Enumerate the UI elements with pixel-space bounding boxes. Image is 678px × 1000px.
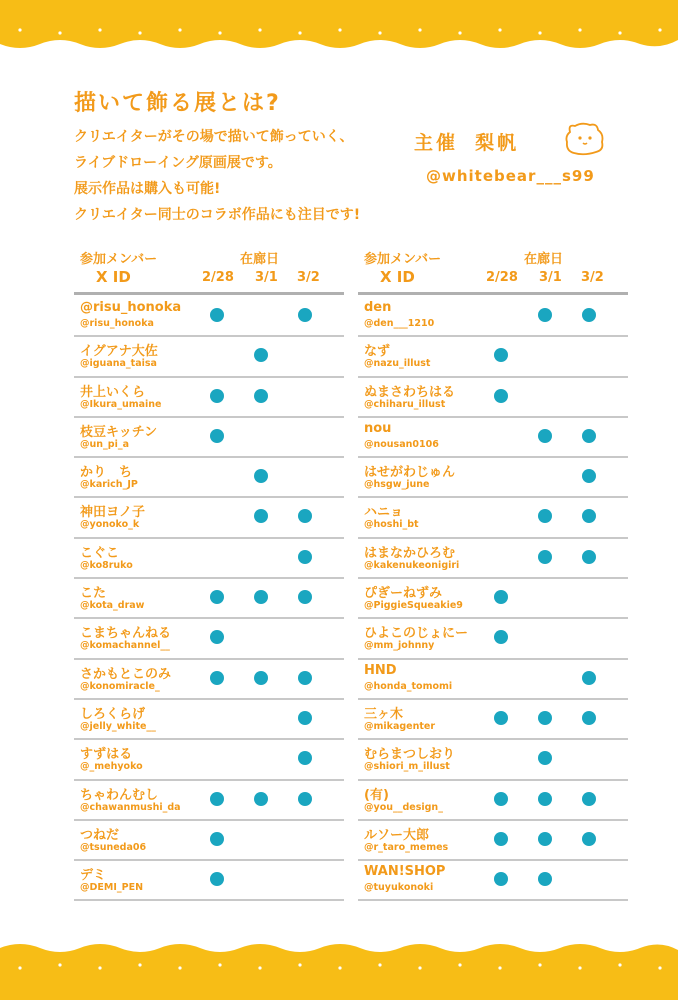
member-name: ルソー大郎 — [364, 827, 430, 843]
member-name: HND — [364, 662, 397, 678]
attendance-dot — [254, 590, 268, 604]
header-divider — [74, 292, 344, 295]
member-row — [358, 660, 628, 700]
attendance-dot — [494, 389, 508, 403]
member-row — [74, 740, 344, 780]
attendance-dot — [538, 550, 552, 564]
day-3-2: 3/2 — [581, 270, 604, 285]
attendance-dot — [494, 792, 508, 806]
member-handle: @un_pi_a — [80, 438, 129, 450]
organizer-label: 主催 — [414, 132, 459, 154]
member-row — [74, 821, 344, 861]
member-name: はせがわじゅん — [364, 465, 456, 481]
days-label: 在廊日 — [524, 252, 564, 267]
member-row — [74, 619, 344, 659]
day-3-1: 3/1 — [255, 270, 278, 285]
attendance-dot — [582, 550, 596, 564]
member-row — [358, 458, 628, 498]
member-name: @risu_honoka — [80, 300, 182, 315]
attendance-dot — [494, 348, 508, 362]
member-name: なず — [364, 344, 391, 360]
attendance-dot — [298, 792, 312, 806]
attendance-dot — [582, 429, 596, 443]
attendance-dot — [298, 308, 312, 322]
member-handle: @den___1210 — [364, 318, 435, 329]
top-wavy-banner — [0, 0, 678, 70]
member-row — [358, 297, 628, 337]
member-list — [74, 297, 344, 901]
x-id-label: X ID — [380, 268, 415, 286]
member-row — [358, 337, 628, 377]
bear-icon — [562, 122, 606, 158]
member-row — [358, 781, 628, 821]
attendance-dot — [494, 872, 508, 886]
attendance-dot — [298, 671, 312, 685]
member-handle: @DEMI_PEN — [80, 882, 144, 894]
attendance-dot — [254, 792, 268, 806]
attendance-dot — [582, 711, 596, 725]
attendance-dot — [582, 308, 596, 322]
attendance-dot — [298, 509, 312, 523]
attendance-dot — [538, 872, 552, 886]
day-3-1: 3/1 — [539, 270, 562, 285]
attendance-dot — [538, 792, 552, 806]
attendance-dot — [582, 509, 596, 523]
member-name: こた — [80, 586, 107, 602]
intro-text — [74, 124, 404, 228]
x-id-label: X ID — [96, 268, 131, 286]
member-row — [74, 337, 344, 377]
members-label: 参加メンバー — [364, 252, 442, 267]
member-name: かり ち — [80, 465, 133, 481]
attendance-dot — [538, 711, 552, 725]
member-handle: @you__design_ — [364, 801, 443, 813]
member-row — [74, 539, 344, 579]
member-row — [74, 297, 344, 337]
members-label: 参加メンバー — [80, 252, 158, 267]
day-2-28: 2/28 — [486, 270, 518, 285]
member-name: むらまつしおり — [364, 747, 456, 763]
member-name: ひよこのじょにー — [364, 626, 469, 642]
member-row — [74, 498, 344, 538]
member-handle: @nazu_illust — [364, 358, 431, 370]
attendance-dot — [254, 389, 268, 403]
member-handle: @tsuneda06 — [80, 841, 147, 853]
member-handle: @nousan0106 — [364, 438, 439, 450]
member-name: はまなかひろむ — [364, 545, 456, 561]
member-row — [358, 821, 628, 861]
member-name: すずはる — [80, 747, 133, 763]
attendance-dot — [494, 590, 508, 604]
attendance-dot — [582, 469, 596, 483]
member-name: den — [364, 300, 392, 315]
attendance-dot — [210, 630, 224, 644]
member-handle: @tuyukonoki — [364, 882, 434, 894]
member-handle: @kakenukeonigiri — [364, 559, 460, 571]
intro-line: クリエイター同士のコラボ作品にも注目です! — [74, 207, 361, 223]
attendance-dot — [582, 832, 596, 846]
member-list — [358, 297, 628, 901]
member-name: ぬまさわちはる — [364, 384, 456, 400]
member-handle: @risu_honoka — [80, 318, 154, 329]
attendance-dot — [582, 792, 596, 806]
member-row — [358, 418, 628, 458]
attendance-dot — [210, 832, 224, 846]
member-name: さかもとこのみ — [80, 666, 172, 682]
attendance-dot — [210, 308, 224, 322]
attendance-dot — [494, 630, 508, 644]
table-header — [74, 246, 344, 292]
member-handle: @yonoko_k — [80, 519, 140, 531]
member-row — [74, 378, 344, 418]
attendance-dot — [254, 671, 268, 685]
attendance-dot — [254, 469, 268, 483]
day-2-28: 2/28 — [202, 270, 234, 285]
member-handle: @karich_JP — [80, 479, 138, 491]
attendance-dot — [298, 751, 312, 765]
days-label: 在廊日 — [240, 252, 280, 267]
member-row — [74, 781, 344, 821]
member-handle: @mm_johnny — [364, 640, 435, 652]
attendance-dot — [538, 509, 552, 523]
member-row — [358, 498, 628, 538]
member-handle: @r_taro_memes — [364, 841, 449, 853]
member-name: ちゃわんむし — [80, 787, 159, 803]
member-handle: @shiori_m_illust — [364, 761, 450, 773]
attendance-dot — [298, 711, 312, 725]
member-handle: @chawanmushi_da — [80, 801, 181, 813]
attendance-dot — [298, 550, 312, 564]
attendance-dot — [538, 832, 552, 846]
member-row — [358, 579, 628, 619]
attendance-dot — [538, 751, 552, 765]
intro-line: ライブドローイング原画展です。 — [74, 155, 282, 171]
member-handle: @Ikura_umaine — [80, 398, 162, 410]
member-row — [358, 740, 628, 780]
bottom-wavy-banner — [0, 928, 678, 1000]
member-row — [74, 861, 344, 901]
intro-line: 展示作品は購入も可能! — [74, 181, 221, 197]
member-name: こまちゃんねる — [80, 626, 172, 642]
member-row — [358, 619, 628, 659]
member-row — [358, 539, 628, 579]
member-row — [74, 458, 344, 498]
attendance-dot — [210, 671, 224, 685]
member-name: つねだ — [80, 827, 120, 843]
member-name: 三ヶ木 — [364, 706, 404, 722]
member-handle: @honda_tomomi — [364, 680, 453, 692]
attendance-dot — [538, 308, 552, 322]
member-row — [74, 660, 344, 700]
attendance-dot — [538, 429, 552, 443]
member-handle: @hsgw_june — [364, 479, 430, 491]
member-name: ハニョ — [364, 505, 404, 521]
intro-line: クリエイターがその場で描いて飾っていく、 — [74, 129, 354, 145]
attendance-dot — [210, 792, 224, 806]
member-row — [74, 418, 344, 458]
member-name: nou — [364, 420, 392, 436]
member-handle: @konomiracle_ — [80, 680, 160, 692]
member-row — [358, 700, 628, 740]
member-name: こぐこ — [80, 545, 120, 561]
member-name: (有) — [364, 787, 389, 803]
attendance-dot — [254, 509, 268, 523]
attendance-dot — [210, 590, 224, 604]
member-handle: @jelly_white__ — [80, 720, 156, 732]
organizer-handle: @whitebear___s99 — [426, 167, 595, 185]
table-header — [358, 246, 628, 292]
member-row — [74, 579, 344, 619]
attendance-dot — [254, 348, 268, 362]
member-handle: @komachannel__ — [80, 640, 170, 652]
attendance-dot — [494, 711, 508, 725]
attendance-dot — [582, 671, 596, 685]
member-name: 井上いくら — [80, 384, 146, 400]
member-handle: @PiggieSqueakie9 — [364, 600, 463, 612]
member-handle: @iguana_taisa — [80, 358, 157, 370]
page-title: 描いて飾る展とは? — [74, 91, 281, 116]
member-name: しろくらげ — [80, 706, 146, 722]
member-handle: @hoshi_bt — [364, 519, 419, 531]
attendance-dot — [210, 389, 224, 403]
member-handle: @ko8ruko — [80, 559, 133, 571]
member-table-left — [74, 246, 344, 901]
member-row — [358, 861, 628, 901]
member-handle: @_mehyoko — [80, 761, 143, 773]
attendance-dot — [298, 590, 312, 604]
member-handle: @mikagenter — [364, 720, 436, 732]
member-handle: @chiharu_illust — [364, 398, 446, 410]
member-row — [74, 700, 344, 740]
member-name: ぴぎーねずみ — [364, 586, 443, 602]
member-name: 枝豆キッチン — [80, 424, 158, 440]
attendance-dot — [210, 429, 224, 443]
member-name: イグアナ大佐 — [80, 344, 158, 360]
member-table-right — [358, 246, 628, 901]
member-name: 神田ヨノ子 — [80, 505, 146, 521]
day-3-2: 3/2 — [297, 270, 320, 285]
attendance-dot — [494, 832, 508, 846]
member-row — [358, 378, 628, 418]
member-name: WAN!SHOP — [364, 864, 446, 880]
organizer-name: 梨帆 — [475, 132, 520, 154]
member-handle: @kota_draw — [80, 600, 145, 612]
attendance-dot — [210, 872, 224, 886]
header-divider — [358, 292, 628, 295]
member-name: デミ — [80, 868, 107, 884]
organizer-block — [414, 128, 654, 185]
